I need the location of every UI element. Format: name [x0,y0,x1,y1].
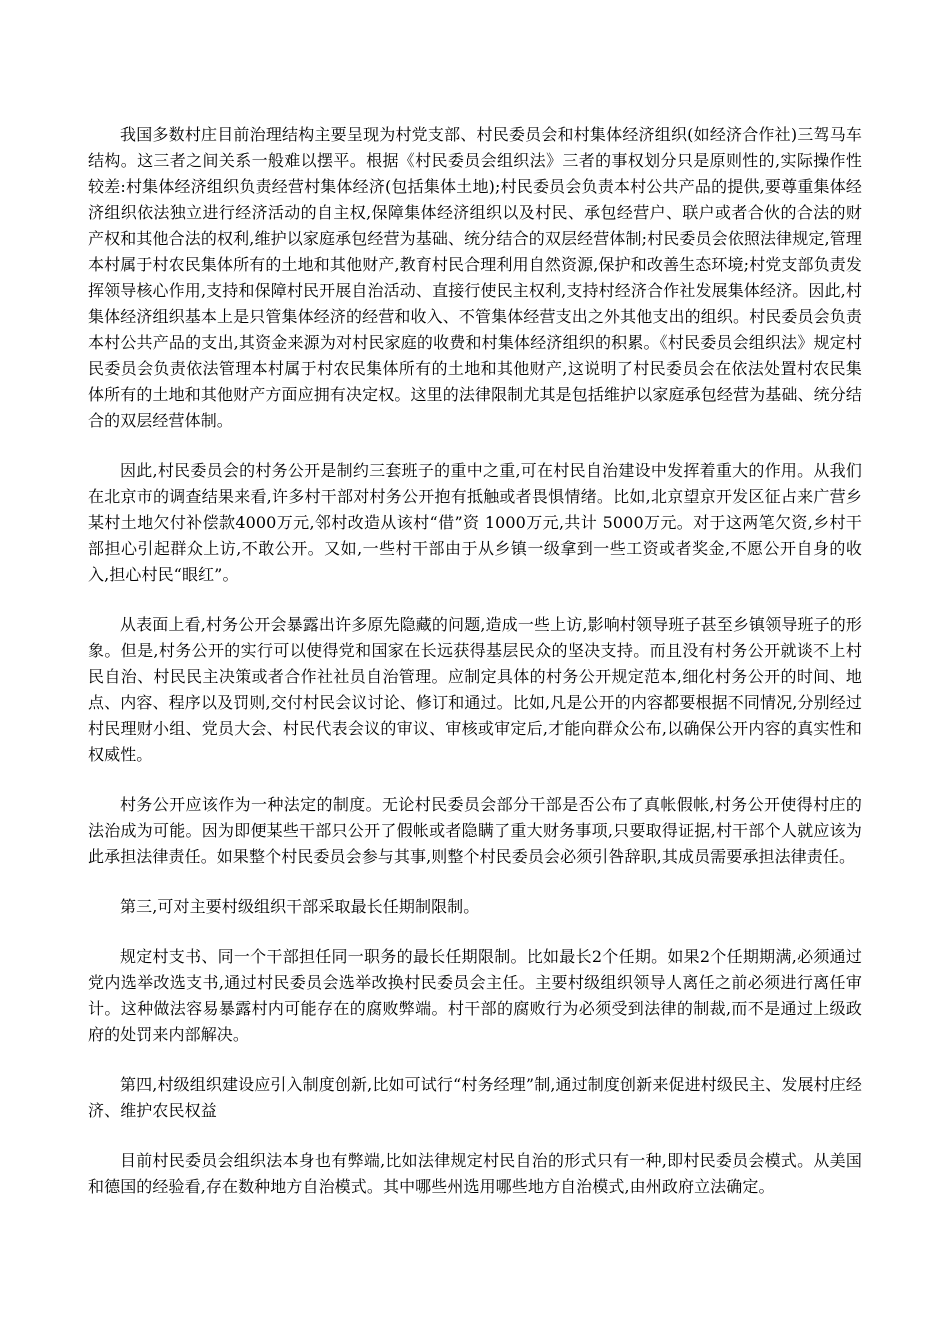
document-body [88,122,862,1224]
paragraph-1: 我国多数村庄目前治理结构主要呈现为村党支部、村民委员会和村集体经济组织(如经济合作社)三驾马车结构。这三者之间关系一般难以摆平。根据《村民委员会组织法》三者的事权划分只是原则性的,实际操作性较差:村集体经济组织负责经营村集体经济(包括集体土地);村民委员会负责本村公共产品的提供,要尊重集体经济组织依法独立进行经济活动的自主权,保障集体经济组织以及村民、承包经营户、联户或者合伙的合法的财产权和其他合法的权利,维护以家庭承包经营为基础、统分结合的双层经营体制;村民委员会依照法律规定,管理本村属于村农民集体所有的土地和其他财产,教育村民合理利用自然资源,保护和改善生态环境;村党支部负责发挥领导核心作用,支持和保障村民开展自治活动、直接行使民主权利,支持村经济合作社发展集体经济。因此,村集体经济组织基本上是只管集体经济的经营和收入、不管集体经营支出之外其他支出的组织。村民委员会负责本村公共产品的支出,其资金来源为对村民家庭的收费和村集体经济组织的积累。《村民委员会组织法》规定村民委员会负责依法管理本村属于村农民集体所有的土地和其他财产,这说明了村民委员会在依法处置村农民集体所有的土地和其他财产方面应拥有决定权。这里的法律限制尤其是包括维护以家庭承包经营为基础、统分结合的双层经营体制。 [88,125,862,430]
paragraph-6: 规定村支书、同一个干部担任同一职务的最长任期限制。比如最长2个任期。如果2个任期期满,必须通过党内选举改选支书,通过村民委员会选举改换村民委员会主任。主要村级组织领导人离任之前必须进行离任审计。这种做法容易暴露村内可能存在的腐败弊端。村干部的腐败行为必须受到法律的制裁,而不是通过上级政府的处罚来内部解决。 [88,947,862,1044]
paragraph-2: 因此,村民委员会的村务公开是制约三套班子的重中之重,可在村民自治建设中发挥着重大的作用。从我们在北京市的调查结果来看,许多村干部对村务公开抱有抵触或者畏惧情绪。比如,北京望京开发区征占来广营乡某村土地欠付补偿款4000万元,邻村改造从该村“借”资 1000万元,共计 5000万元。对于这两笔欠资,乡村干部担心引起群众上访,不敢公开。又如,一些村干部由于从乡镇一级拿到一些工资或者奖金,不愿公开自身的收入,担心村民“眼红”。 [88,461,862,584]
paragraph-3: 从表面上看,村务公开会暴露出许多原先隐藏的问题,造成一些上访,影响村领导班子甚至乡镇领导班子的形象。但是,村务公开的实行可以使得党和国家在长远获得基层民众的坚决支持。而且没有村务公开就谈不上村民自治、村民民主决策或者合作社社员自治管理。应制定具体的村务公开规定范本,细化村务公开的时间、地点、内容、程序以及罚则,交付村民会议讨论、修订和通过。比如,凡是公开的内容都要根据不同情况,分别经过村民理财小组、党员大会、村民代表会议的审议、审核或审定后,才能向群众公布,以确保公开内容的真实性和权威性。 [88,615,862,764]
paragraph-8: 目前村民委员会组织法本身也有弊端,比如法律规定村民自治的形式只有一种,即村民委员会模式。从美国和德国的经验看,存在数种地方自治模式。其中哪些州选用哪些地方自治模式,由州政府立法确定。 [88,1151,862,1196]
paragraph-4: 村务公开应该作为一种法定的制度。无论村民委员会部分干部是否公布了真帐假帐,村务公开使得村庄的法治成为可能。因为即便某些干部只公开了假帐或者隐瞒了重大财务事项,只要取得证据,村干部个人就应该为此承担法律责任。如果整个村民委员会参与其事,则整个村民委员会必须引咎辞职,其成员需要承担法律责任。 [88,795,862,866]
paragraph-5: 第三,可对主要村级组织干部采取最长任期制限制。 [120,897,480,916]
paragraph-7: 第四,村级组织建设应引入制度创新,比如可试行“村务经理”制,通过制度创新来促进村级民主、发展村庄经济、维护农民权益 [88,1075,862,1120]
